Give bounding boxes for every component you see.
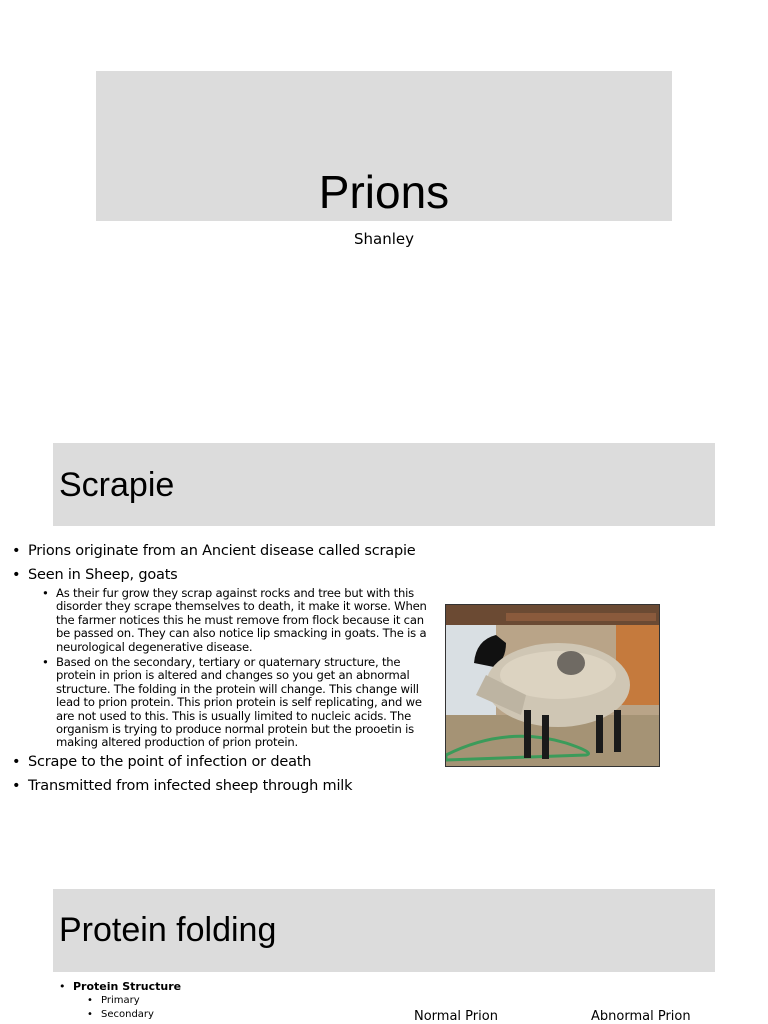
slide-subtitle: Shanley bbox=[354, 230, 414, 248]
sub-bullet-item: • Secondary bbox=[57, 1008, 181, 1022]
slide-title: Prions bbox=[318, 166, 450, 218]
sub-bullet-item: • As their fur grow they scrap against rocks and tree but with this disorder they scrape themselves to death, it make it worse. When the farmer notices this he must remove from flock because it can be passed on. They can also notice lip smacking in goats. The is a neurological degenerative disease. bbox=[28, 587, 432, 654]
sub-bullet-item: • Primary bbox=[57, 994, 181, 1008]
bullet-item: • Protein Structure bbox=[57, 980, 181, 994]
sub-bullet-item: • Based on the secondary, tertiary or quaternary structure, the protein in prion is altered and changes so you get an abnormal structure. The folding in the protein will change. This change will lead to prion protein. This prion protein is self replicating, and we are not used to this. This is usually limited to nucleic acids. The organism is trying to produce normal protein but the prooetin is making altered production of prion protein. bbox=[28, 656, 432, 750]
bullet-item: • Prions originate from an Ancient disease called scrapie bbox=[12, 543, 432, 559]
protein-folding-heading: Protein folding bbox=[59, 911, 277, 949]
scrapie-heading: Scrapie bbox=[59, 466, 175, 504]
sub-bullet-list bbox=[28, 587, 432, 750]
abnormal-prion-label: Abnormal Prion bbox=[591, 1009, 691, 1024]
bullet-item: • Scrape to the point of infection or death bbox=[12, 754, 432, 770]
normal-prion-label: Normal Prion bbox=[414, 1009, 498, 1024]
sheep-photo bbox=[445, 604, 660, 767]
scrapie-bullet-list bbox=[12, 543, 432, 802]
bullet-text: Seen in Sheep, goats bbox=[28, 567, 178, 583]
bullet-item bbox=[12, 567, 432, 750]
bullet-item: • Transmitted from infected sheep through milk bbox=[12, 778, 432, 794]
protein-structure-list bbox=[57, 980, 181, 1022]
